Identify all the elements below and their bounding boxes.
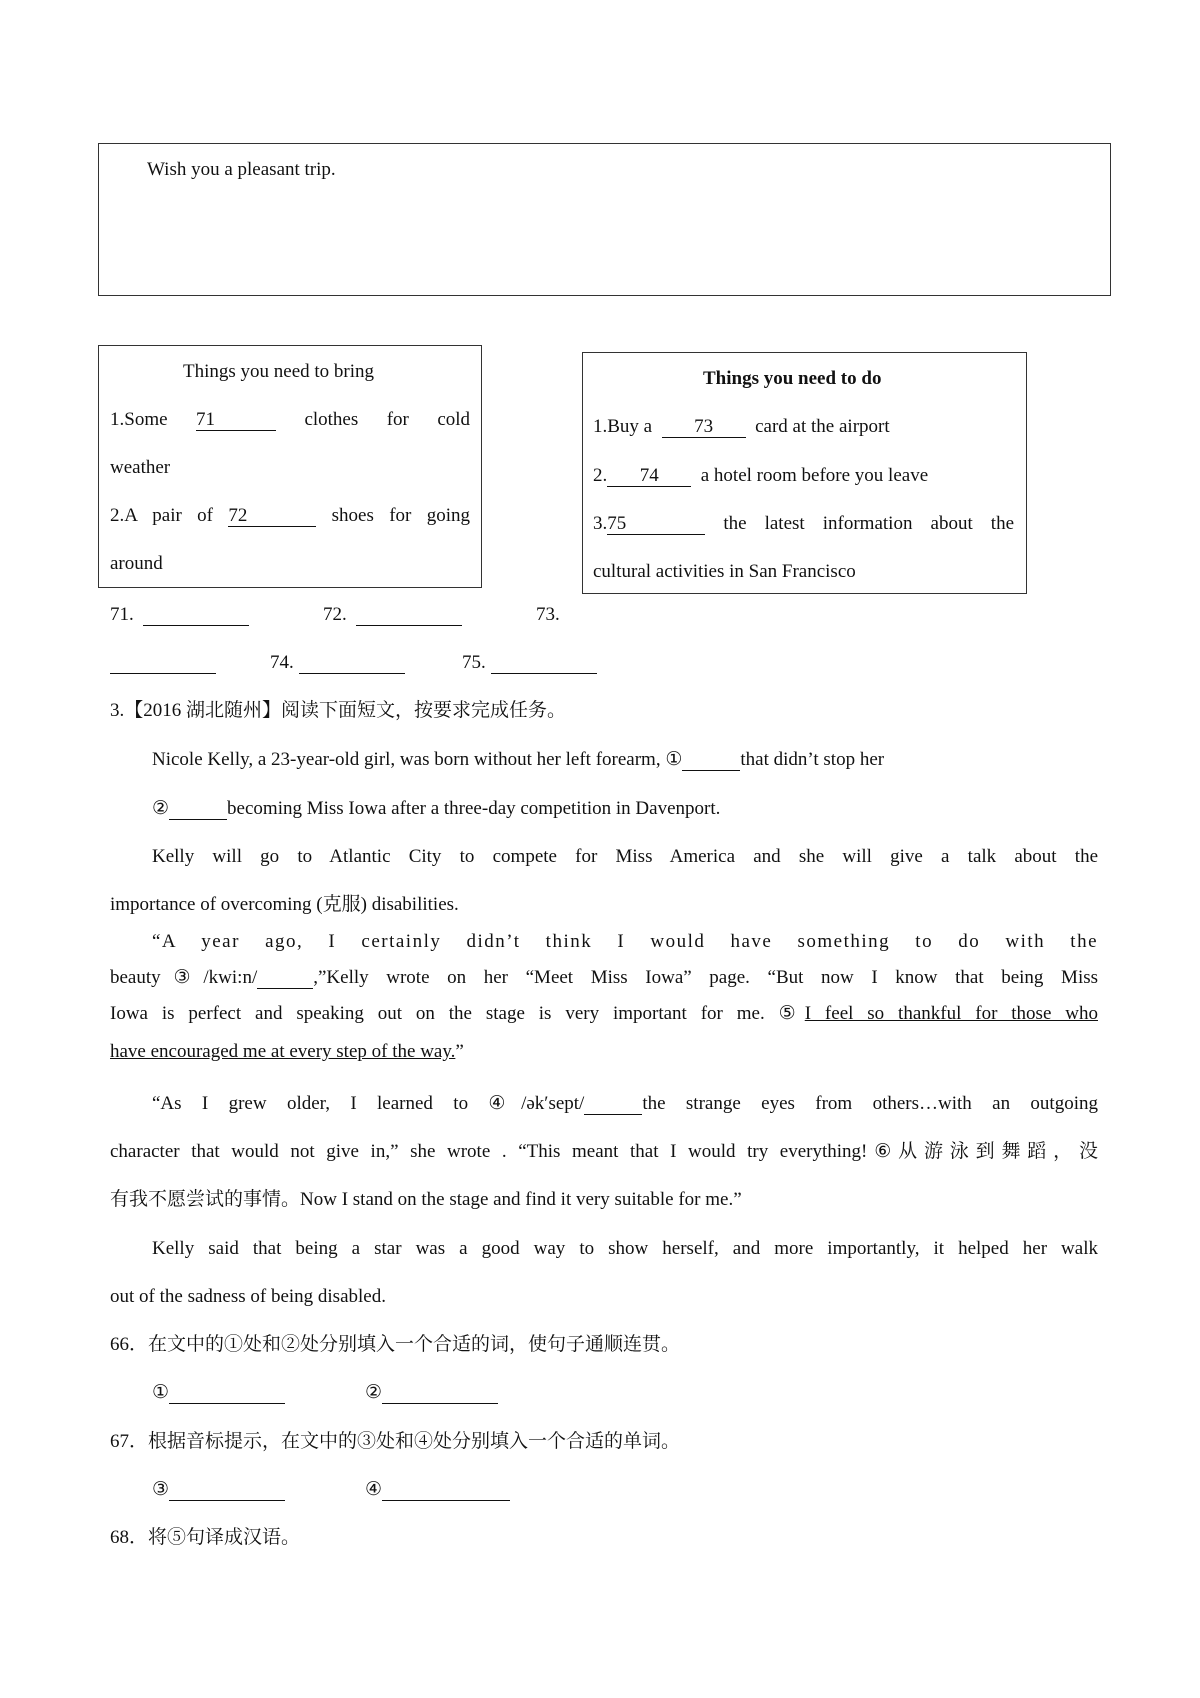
bring-item-1: 1.Some 71 clothes for cold [110,409,471,430]
para-3-line-2: beauty③/kwi:n/ ,”Kelly wrote on her “Meet Miss Iowa” page. “But now I know that being Miss [110,967,1099,988]
answer-73: 73. [536,604,560,625]
blank-4[interactable] [584,1094,642,1115]
do-item-3-cont: cultural activities in San Francisco [593,561,856,582]
do-item-3: 3.75 the latest information about the [593,513,1014,534]
question-67-answer-4: ④ [365,1480,510,1501]
question-66-answer-2: ② [365,1383,498,1404]
do-item-2: 2. 74 a hotel room before you leave [593,465,929,486]
para-4-line-1: “As I grew older, I learned to ④/ək′sept/ the strange eyes from others…with an outgoing [152,1093,1098,1114]
para-5-line-2: out of the sadness of being disabled. [110,1286,386,1307]
blank-72[interactable]: 72 [228,506,316,527]
bring-item-2: 2.A pair of 72 shoes for going [110,505,471,526]
do-item-1: 1.Buy a 73 card at the airport [593,416,890,437]
blank-73[interactable]: 73 [662,417,746,438]
para-5-line-1: Kelly said that being a star was a good way to show herself, and more importantly, it helped her walk [152,1238,1098,1259]
answer-71-field[interactable] [143,605,249,626]
blank-74[interactable]: 74 [607,466,691,487]
answer-72-field[interactable] [356,605,462,626]
section-heading: 3.【2016 湖北随州】阅读下面短文，按要求完成任务。 [110,700,567,721]
answer-field-2[interactable] [382,1383,498,1404]
para-4-line-2: character that would not give in,” she wrote . “This meant that I would try everything!⑥从游泳到舞蹈，没 [110,1141,1098,1162]
bring-item-1-cont: weather [110,457,171,478]
question-67-answer-3: ③ [152,1480,285,1501]
bring-title: Things you need to bring [183,361,375,382]
blank-71[interactable]: 71 [196,410,276,431]
para-3-line-4: have encouraged me at every step of the way.” [110,1041,464,1062]
answer-75-field[interactable] [491,653,597,674]
para-2-line-1: Kelly will go to Atlantic City to compete for Miss America and she will give a talk about the [152,846,1098,867]
do-title: Things you need to do [703,368,882,389]
para-2-line-2: importance of overcoming (克服) disabilities. [110,894,459,915]
question-68: 68．将⑤句译成汉语。 [110,1527,301,1548]
answer-75: 75. [462,653,597,674]
answer-71: 71. [110,605,249,626]
para-3-line-3: Iowa is perfect and speaking out on the stage is very important for me. ⑤I feel so thankful for those who [110,1003,1098,1024]
blank-3[interactable] [257,968,313,989]
answer-field-3[interactable] [169,1480,285,1501]
blank-75[interactable]: 75 [607,514,705,535]
blank-1[interactable] [682,750,740,771]
notice-text: Wish you a pleasant trip. [147,159,336,180]
para-1-line-1: Nicole Kelly, a 23-year-old girl, was born without her left forearm, ① that didn’t stop her [152,749,885,770]
answer-72: 72. [323,605,462,626]
blank-2[interactable] [169,799,227,820]
answer-field-4[interactable] [382,1480,510,1501]
answer-73-cont [110,653,216,674]
question-66-answer-1: ① [152,1383,285,1404]
answer-73-field[interactable] [110,653,216,674]
para-4-line-3: 有我不愿尝试的事情。Now I stand on the stage and find it very suitable for me.” [110,1189,742,1210]
answer-74: 74. [270,653,405,674]
para-3-line-1: “A year ago, I certainly didn’t think I would have something to do with the [152,931,1098,952]
answer-field-1[interactable] [169,1383,285,1404]
question-66: 66．在文中的①处和②处分别填入一个合适的词，使句子通顺连贯。 [110,1334,681,1355]
answer-74-field[interactable] [299,653,405,674]
para-1-line-2: ② becoming Miss Iowa after a three-day competition in Davenport. [152,798,721,819]
question-67: 67．根据音标提示，在文中的③处和④处分别填入一个合适的单词。 [110,1431,681,1452]
bring-item-2-cont: around [110,553,163,574]
